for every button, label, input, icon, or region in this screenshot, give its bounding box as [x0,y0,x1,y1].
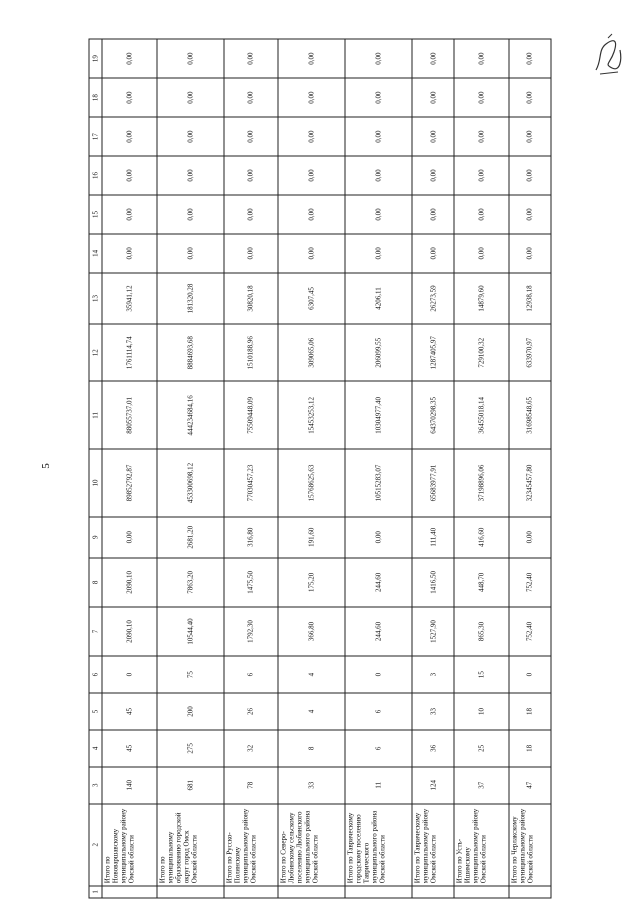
value-cell: 0,00 [224,156,279,195]
table-row [345,39,412,898]
value-cell: 0,00 [224,117,279,156]
value-cell: 0 [345,656,412,693]
value-cell: 448,70 [454,557,509,606]
value-cell: 10544,40 [157,606,224,655]
row-blank-cell [454,885,509,897]
value-cell: 752,40 [509,557,551,606]
value-cell: 15453253,12 [278,381,345,449]
row-blank-cell [509,885,551,897]
value-cell: 0,00 [345,156,412,195]
value-cell: 2090,10 [102,557,157,606]
value-cell: 75 [157,656,224,693]
territory-name: Итого по Таврическому муниципальному району Омской области [412,803,454,885]
value-cell: 0,00 [509,78,551,117]
column-number: 6 [89,656,102,693]
value-cell: 0,00 [509,156,551,195]
value-cell: 0,00 [509,233,551,272]
value-cell: 77030457,23 [224,449,279,517]
landscape-table-container [89,38,552,898]
value-cell: 37 [454,766,509,803]
column-number: 19 [89,39,102,78]
column-number: 13 [89,272,102,323]
value-cell: 2681,20 [157,516,224,557]
value-cell: 0,00 [412,117,454,156]
value-cell: 4206,11 [345,272,412,323]
value-cell: 111,40 [412,516,454,557]
value-cell: 7863,20 [157,557,224,606]
value-cell: 47 [509,766,551,803]
territory-name: Итого по Таврическому городскому поселению Таврического муниципального района Омской области [345,803,412,885]
territory-name: Итого по Нововаршавскому муниципальному району Омской области [102,803,157,885]
value-cell: 0,00 [345,117,412,156]
value-cell: 1761114,74 [102,324,157,381]
territory-name: Итого по Русско-Полянскому муниципальному району Омской области [224,803,279,885]
handwritten-signature [588,30,628,80]
value-cell: 681 [157,766,224,803]
table-row [102,39,157,898]
value-cell: 0,00 [509,39,551,78]
column-number: 4 [89,729,102,766]
table-row [412,39,454,898]
value-cell: 1510188,96 [224,324,279,381]
value-cell: 15 [454,656,509,693]
value-cell: 0,00 [224,194,279,233]
value-cell: 0,00 [454,156,509,195]
value-cell: 3 [412,656,454,693]
value-cell: 6307,45 [278,272,345,323]
value-cell: 244,60 [345,606,412,655]
column-number: 3 [89,766,102,803]
value-cell: 0,00 [454,39,509,78]
value-cell: 0,00 [412,194,454,233]
value-cell: 0,00 [224,233,279,272]
value-cell: 275 [157,729,224,766]
value-cell: 8 [278,729,345,766]
value-cell: 89852792,87 [102,449,157,517]
row-blank-cell [157,885,224,897]
value-cell: 25 [454,729,509,766]
value-cell: 0,00 [278,39,345,78]
value-cell: 0,00 [345,516,412,557]
value-cell: 316,80 [224,516,279,557]
value-cell: 11 [345,766,412,803]
value-cell: 30820,18 [224,272,279,323]
value-cell: 10515283,07 [345,449,412,517]
value-cell: 0,00 [278,194,345,233]
value-cell: 140 [102,766,157,803]
value-cell: 0,00 [454,194,509,233]
value-cell: 10304977,40 [345,381,412,449]
value-cell: 366,80 [278,606,345,655]
value-cell: 0,00 [102,516,157,557]
value-cell: 206099,55 [345,324,412,381]
value-cell: 31698548,65 [509,381,551,449]
value-cell: 453300698,12 [157,449,224,517]
value-cell: 0,00 [509,117,551,156]
column-number: 16 [89,156,102,195]
value-cell: 6 [345,729,412,766]
value-cell: 6 [345,693,412,730]
value-cell: 0,00 [157,117,224,156]
value-cell: 124 [412,766,454,803]
value-cell: 0 [102,656,157,693]
value-cell: 865,30 [454,606,509,655]
value-cell: 1287405,97 [412,324,454,381]
value-cell: 45 [102,729,157,766]
value-cell: 0,00 [224,78,279,117]
value-cell: 26 [224,693,279,730]
value-cell: 0,00 [102,156,157,195]
value-cell: 0,00 [278,156,345,195]
value-cell: 4 [278,656,345,693]
value-cell: 181320,28 [157,272,224,323]
value-cell: 1475,50 [224,557,279,606]
column-number: 12 [89,324,102,381]
value-cell: 309065,06 [278,324,345,381]
value-cell: 0,00 [345,194,412,233]
value-cell: 10 [454,693,509,730]
territory-name: Итого по муниципальному образованию городской округ город Омск Омской области [157,803,224,885]
value-cell: 0,00 [102,78,157,117]
table-row [224,39,279,898]
territory-name: Итого по Северо-Любинскому сельскому поселению Любинского муниципального района Омской области [278,803,345,885]
row-blank-cell [224,885,279,897]
value-cell: 633970,97 [509,324,551,381]
row-blank-cell [412,885,454,897]
value-cell: 0,00 [278,117,345,156]
value-cell: 2090,10 [102,606,157,655]
value-cell: 4 [278,693,345,730]
value-cell: 32 [224,729,279,766]
column-number: 18 [89,78,102,117]
value-cell: 0,00 [412,78,454,117]
column-number: 15 [89,194,102,233]
column-number: 10 [89,449,102,517]
value-cell: 6 [224,656,279,693]
value-cell: 200 [157,693,224,730]
value-cell: 244,60 [345,557,412,606]
value-cell: 0,00 [278,233,345,272]
value-cell: 36455018,14 [454,381,509,449]
table-row [509,39,551,898]
value-cell: 75509448,09 [224,381,279,449]
value-cell: 1527,90 [412,606,454,655]
column-number: 9 [89,516,102,557]
column-number: 8 [89,557,102,606]
value-cell: 64370298,35 [412,381,454,449]
table-row [278,39,345,898]
value-cell: 0,00 [345,233,412,272]
value-cell: 0,00 [157,39,224,78]
value-cell: 416,60 [454,516,509,557]
value-cell: 752,40 [509,606,551,655]
value-cell: 37198896,06 [454,449,509,517]
value-cell: 0,00 [509,516,551,557]
value-cell: 0,00 [157,194,224,233]
value-cell: 0,00 [454,78,509,117]
column-number: 14 [89,233,102,272]
column-number: 5 [89,693,102,730]
value-cell: 0,00 [278,78,345,117]
value-cell: 88055737,01 [102,381,157,449]
value-cell: 0,00 [412,233,454,272]
value-cell: 33 [412,693,454,730]
table-row [454,39,509,898]
value-cell: 18 [509,693,551,730]
column-number: 17 [89,117,102,156]
value-cell: 0,00 [102,39,157,78]
value-cell: 36 [412,729,454,766]
value-cell: 15768625,63 [278,449,345,517]
page-number: 5 [39,463,52,469]
value-cell: 26273,59 [412,272,454,323]
value-cell: 175,20 [278,557,345,606]
value-cell: 0,00 [412,156,454,195]
value-cell: 45 [102,693,157,730]
row-blank-cell [345,885,412,897]
header-row [89,39,102,898]
value-cell: 0,00 [412,39,454,78]
value-cell: 729100,32 [454,324,509,381]
table-row [157,39,224,898]
column-number: 2 [89,803,102,885]
row-blank-cell [278,885,345,897]
value-cell: 65683977,91 [412,449,454,517]
value-cell: 1416,50 [412,557,454,606]
value-cell: 0,00 [157,78,224,117]
row-blank-cell [102,885,157,897]
value-cell: 33 [278,766,345,803]
column-number: 11 [89,381,102,449]
value-cell: 0,00 [345,39,412,78]
value-cell: 78 [224,766,279,803]
territory-name: Итого по Усть-Ишимскому муниципальному району Омской области [454,803,509,885]
value-cell: 191,60 [278,516,345,557]
value-cell: 0,00 [102,117,157,156]
column-number: 1 [89,885,102,897]
value-cell: 0,00 [224,39,279,78]
value-cell: 0 [509,656,551,693]
value-cell: 12938,18 [509,272,551,323]
value-cell: 0,00 [454,233,509,272]
value-cell: 0,00 [509,194,551,233]
value-cell: 32345457,80 [509,449,551,517]
value-cell: 0,00 [102,194,157,233]
territory-name: Итого по Черлакскому муниципальному району Омской области [509,803,551,885]
data-table [89,38,552,898]
value-cell: 0,00 [157,233,224,272]
value-cell: 14879,60 [454,272,509,323]
value-cell: 0,00 [102,233,157,272]
value-cell: 444234684,16 [157,381,224,449]
value-cell: 0,00 [157,156,224,195]
column-number: 7 [89,606,102,655]
value-cell: 18 [509,729,551,766]
value-cell: 35941,12 [102,272,157,323]
value-cell: 8884693,68 [157,324,224,381]
value-cell: 0,00 [454,117,509,156]
value-cell: 1792,30 [224,606,279,655]
value-cell: 0,00 [345,78,412,117]
